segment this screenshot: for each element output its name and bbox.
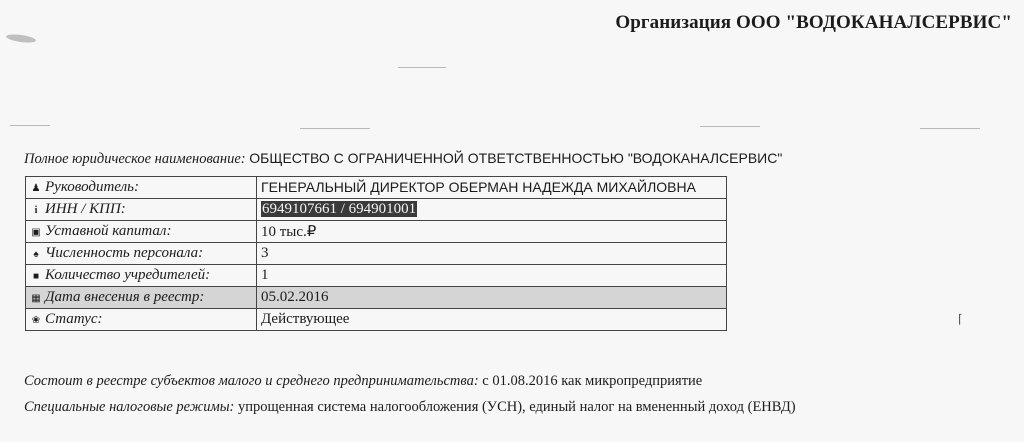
full-legal-name	[24, 150, 782, 168]
inn-kpp-value[interactable]: 6949107661 / 694901001	[262, 201, 417, 217]
row-label-cell	[26, 287, 257, 309]
founders-value: 1	[261, 267, 269, 283]
tax-regime-line	[24, 398, 984, 417]
money-icon: ▣	[31, 227, 41, 238]
cursor-mark: ⌈	[958, 312, 963, 326]
row-value-cell	[257, 221, 727, 243]
company-info-table	[25, 176, 727, 331]
sme-label: Состоит в реестре субъектов малого и среднего предпринимательства:	[24, 373, 479, 389]
row-value-cell	[257, 243, 727, 265]
people-icon: ♠	[33, 249, 39, 260]
scan-line	[700, 126, 760, 127]
status-label: Статус:	[45, 311, 103, 327]
staff-label: Численность персонала:	[45, 245, 204, 261]
tax-value: упрощенная система налогообложения (УСН), единый налог на вмененный доход (ЕНВД)	[237, 399, 796, 415]
row-label-cell	[26, 243, 257, 265]
capital-value: 10 тыс.₽	[261, 224, 317, 240]
row-label-cell	[26, 199, 257, 221]
table-row	[26, 243, 727, 265]
full-name-value: ОБЩЕСТВО С ОГРАНИЧЕННОЙ ОТВЕТСТВЕННОСТЬЮ "ВОДОКАНАЛСЕРВИС"	[249, 150, 783, 166]
staff-value: 3	[261, 245, 269, 261]
status-value: Действующее	[261, 311, 350, 327]
row-value-cell	[257, 265, 727, 287]
director-label: Руководитель:	[45, 179, 139, 195]
inn-kpp-label: ИНН / КПП:	[45, 201, 126, 217]
table-row	[26, 287, 727, 309]
status-icon: ❀	[31, 315, 41, 326]
scan-line	[920, 128, 980, 129]
registry-date-value: 05.02.2016	[261, 289, 329, 305]
founders-label: Количество учредителей:	[45, 267, 211, 283]
row-value-cell	[257, 309, 727, 331]
person-icon: ♟	[31, 183, 41, 194]
founders-icon: ■	[32, 271, 40, 282]
row-value-cell	[257, 177, 727, 199]
row-value-cell	[257, 287, 727, 309]
table-row	[26, 199, 727, 221]
scan-line	[10, 125, 50, 126]
registry-date-label: Дата внесения в реестр:	[45, 289, 205, 305]
table-row	[26, 309, 727, 331]
director-value: ГЕНЕРАЛЬНЫЙ ДИРЕКТОР ОБЕРМАН НАДЕЖДА МИХАЙЛОВНА	[261, 178, 696, 195]
capital-label: Уставной капитал:	[45, 223, 172, 239]
tax-label: Специальные налоговые режимы:	[24, 399, 235, 415]
row-label-cell	[26, 309, 257, 331]
scan-line	[300, 128, 370, 129]
scan-smudge	[6, 33, 37, 44]
row-label-cell	[26, 265, 257, 287]
info-icon: i	[34, 205, 38, 216]
full-name-label: Полное юридическое наименование:	[24, 151, 246, 167]
scan-line	[398, 67, 446, 68]
table-row	[26, 265, 727, 287]
row-label-cell	[26, 177, 257, 199]
sme-value: с 01.08.2016 как микропредприятие	[482, 373, 703, 389]
calendar-icon: ▦	[31, 293, 41, 304]
row-value-cell	[257, 199, 727, 221]
sme-registry-line	[24, 372, 1014, 391]
row-label-cell	[26, 221, 257, 243]
table-row	[26, 221, 727, 243]
organization-title: Организация ООО "ВОДОКАНАЛСЕРВИС"	[615, 12, 1012, 33]
table-row	[26, 177, 727, 199]
